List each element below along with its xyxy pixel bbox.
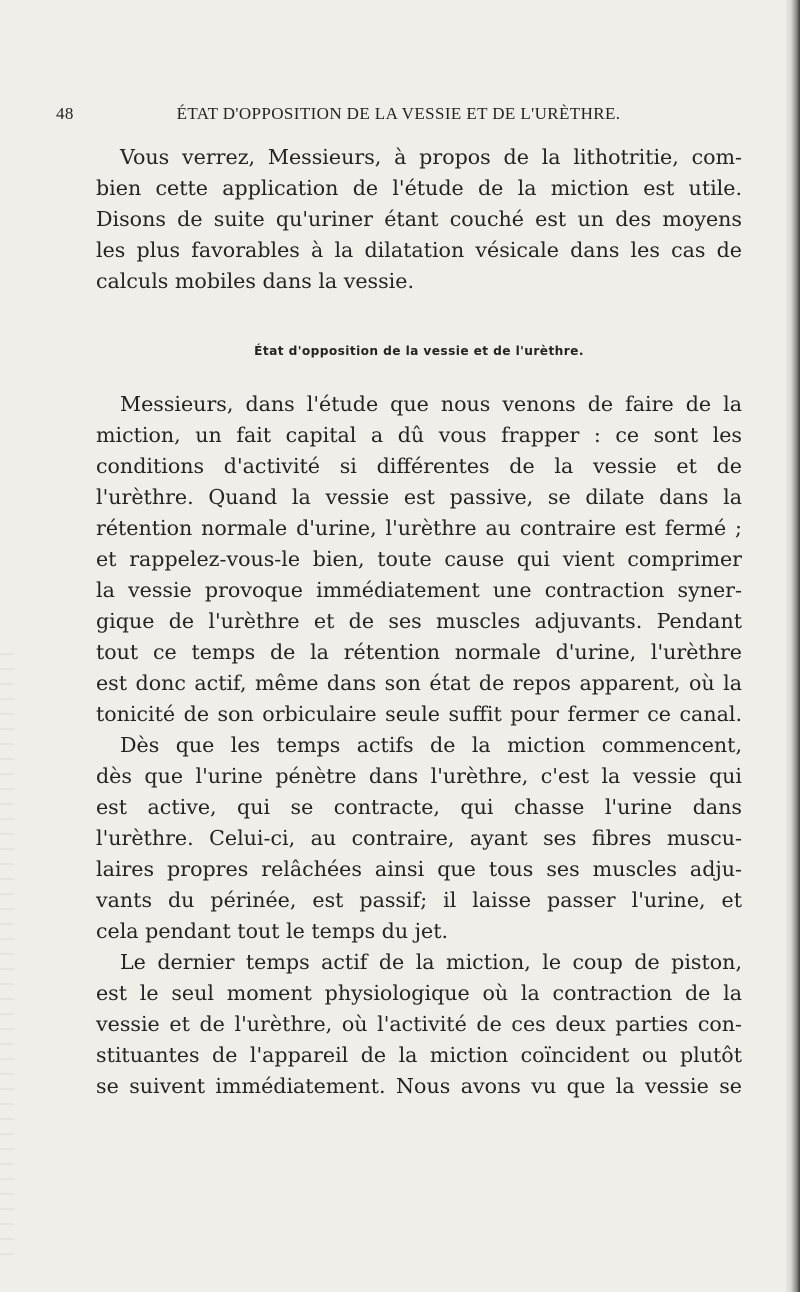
text-line: rétention normale d'urine, l'urèthre au contraire est fermé ;	[96, 516, 742, 540]
text-line: Messieurs, dans l'étude que nous venons de faire de la	[120, 392, 742, 416]
running-title: ÉTAT D'OPPOSITION DE LA VESSIE ET DE L'URÈTHRE.	[176, 104, 621, 123]
text-line: Dès que les temps actifs de la miction commencent,	[120, 733, 742, 757]
text-line: cela pendant tout le temps du jet.	[96, 919, 449, 943]
text-line: bien cette application de l'étude de la miction est utile.	[96, 176, 742, 200]
text-line: stituantes de l'appareil de la miction coïncident ou plutôt	[96, 1043, 742, 1067]
text-line: Vous verrez, Messieurs, à propos de la lithotritie, com-	[120, 145, 742, 169]
text-line: miction, un fait capital a dû vous frapper : ce sont les	[96, 423, 742, 447]
text-line: tout ce temps de la rétention normale d'urine, l'urèthre	[96, 640, 742, 664]
text-line: est active, qui se contracte, qui chasse l'urine dans	[96, 795, 742, 819]
text-line: dès que l'urine pénètre dans l'urèthre, c'est la vessie qui	[96, 764, 742, 788]
text-line: l'urèthre. Celui-ci, au contraire, ayant ses fibres muscu-	[96, 826, 742, 850]
text-line: vessie et de l'urèthre, où l'activité de ces deux parties con-	[96, 1012, 742, 1036]
text-line: l'urèthre. Quand la vessie est passive, se dilate dans la	[96, 485, 742, 509]
page-number: 48	[56, 104, 74, 123]
page-binding-shadow	[786, 0, 800, 1292]
text-line: tonicité de son orbiculaire seule suffit pour fermer ce canal.	[96, 702, 742, 726]
section-heading: État d'opposition de la vessie et de l'urèthre.	[254, 344, 584, 358]
text-line: Le dernier temps actif de la miction, le coup de piston,	[120, 950, 742, 974]
text-line: Disons de suite qu'uriner étant couché est un des moyens	[96, 207, 742, 231]
text-line: les plus favorables à la dilatation vésicale dans les cas de	[96, 238, 742, 262]
text-line: gique de l'urèthre et de ses muscles adjuvants. Pendant	[96, 609, 742, 633]
text-line: se suivent immédiatement. Nous avons vu que la vessie se	[96, 1074, 742, 1098]
text-line: calculs mobiles dans la vessie.	[96, 269, 415, 293]
page-edge-speckle	[0, 640, 14, 1260]
running-head	[56, 104, 736, 128]
text-line: laires propres relâchées ainsi que tous ses muscles adju-	[96, 857, 742, 881]
text-line: est le seul moment physiologique où la contraction de la	[96, 981, 742, 1005]
text-line: la vessie provoque immédiatement une contraction syner-	[96, 578, 742, 602]
text-line: conditions d'activité si différentes de la vessie et de	[96, 454, 742, 478]
text-line: est donc actif, même dans son état de repos apparent, où la	[96, 671, 742, 695]
text-line: vants du périnée, est passif; il laisse passer l'urine, et	[96, 888, 742, 912]
text-line: et rappelez-vous-le bien, toute cause qui vient comprimer	[96, 547, 742, 571]
